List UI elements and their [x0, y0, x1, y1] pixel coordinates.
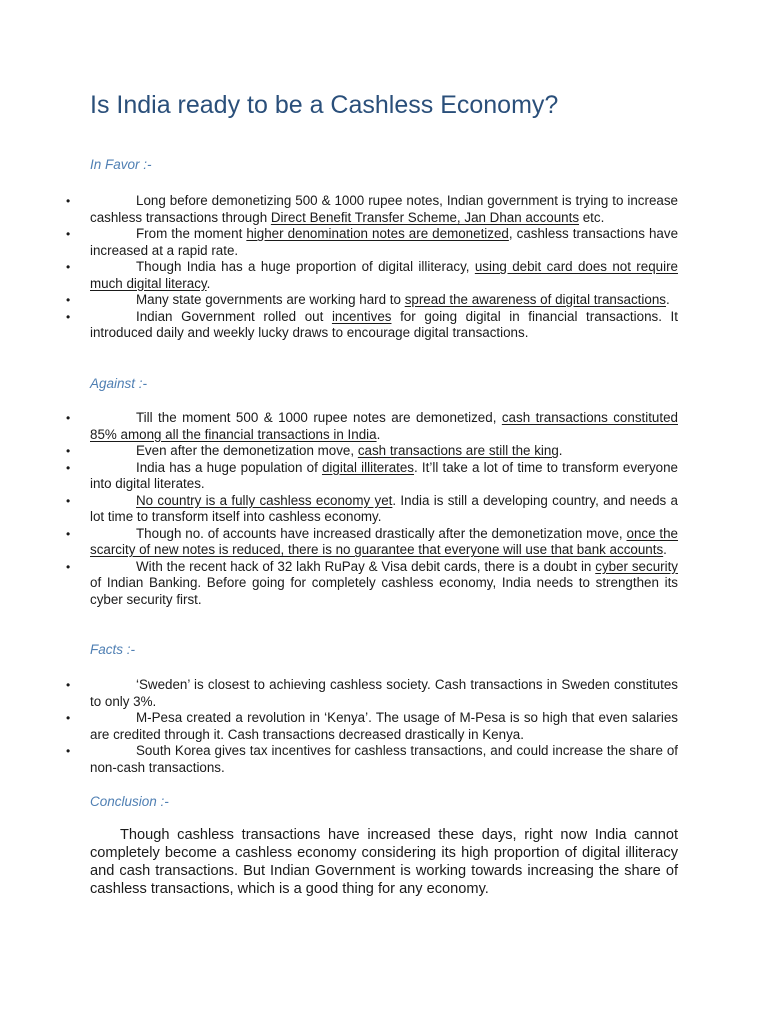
list-item [66, 308, 678, 342]
list-item [66, 193, 678, 226]
list-item [66, 443, 678, 460]
list-item-link[interactable]: cyber security [595, 558, 678, 574]
list-item-link[interactable]: No country is a fully cashless economy yet [136, 492, 393, 508]
bullet-dot-icon: • [66, 227, 71, 241]
list-item-text: With the recent hack of 32 lakh RuPay & Visa debit cards, there is a doubt in [136, 558, 596, 574]
list-item-text: . [206, 275, 211, 291]
list-item-text: . It’ll take a lot of time to transform everyone into digital literates. [90, 459, 678, 491]
list-item [66, 710, 678, 743]
bullet-dot-icon: • [66, 260, 71, 274]
bullet-dot-icon: • [66, 309, 71, 324]
bullet-dot-icon: • [66, 711, 71, 725]
section-heading-conclusion: Conclusion :- [90, 794, 169, 809]
list-item [66, 292, 678, 309]
bullet-dot-icon: • [66, 411, 71, 425]
against-list [66, 410, 679, 608]
bullet-dot-icon: • [66, 444, 71, 458]
bullet-dot-icon: • [66, 460, 71, 475]
list-item-link[interactable]: cash transactions are still the king [357, 443, 559, 458]
bullet-dot-icon: • [66, 194, 71, 208]
list-item [66, 259, 678, 292]
list-item-link[interactable]: cash transactions constituted 85% among all the financial transactions in India [90, 410, 678, 442]
list-item-text: etc. [579, 209, 605, 225]
list-item-text: of Indian Banking. Before going for completely cashless economy, India needs to strengthen its cyber security first. [90, 575, 678, 607]
list-item-text: for going digital in financial transactions. It introduced daily and weekly lucky draws to encourage digital transactions. [90, 308, 678, 340]
conclusion-paragraph: Though cashless transactions have increased these days, right now India cannot completely become a cashless economy considering its high proportion of digital illiteracy and cash transactions. But Indian Government is working towards increasing the share of cashless transactions, which is a good thing for any economy. [90, 827, 678, 897]
in-favor-list [66, 193, 679, 342]
section-heading-against: Against :- [90, 376, 148, 391]
list-item-text: . [558, 443, 563, 458]
list-item-text: Long before demonetizing 500 & 1000 rupee notes, Indian government is trying to increase cashless transactions through [90, 193, 678, 225]
bullet-dot-icon: • [66, 744, 71, 758]
list-item-text: South Korea gives tax incentives for cashless transactions, and could increase the share of non-cash transactions. [90, 743, 678, 775]
list-item [66, 558, 678, 609]
facts-list [66, 677, 678, 776]
list-item-text: Indian Government rolled out [136, 308, 332, 324]
list-item-link[interactable]: Direct Benefit Transfer Scheme, Jan Dhan accounts [270, 209, 580, 225]
list-item-text: Though India has a huge proportion of digital illiteracy, [136, 259, 475, 274]
section-heading-facts: Facts :- [90, 642, 136, 657]
bullet-dot-icon: • [66, 559, 71, 574]
list-item-text: Till the moment 500 & 1000 rupee notes are demonetized, [136, 410, 502, 425]
list-item-text: , cashless transactions have increased at a rapid rate. [90, 226, 679, 258]
bullet-dot-icon: • [66, 493, 71, 508]
list-item-link[interactable]: digital illiterates [321, 459, 415, 475]
list-item-link[interactable]: incentives [331, 308, 392, 324]
list-item-text: Though no. of accounts have increased drastically after the demonetization move, [136, 525, 627, 541]
list-item-text: From the moment [136, 226, 247, 241]
list-item-text: . [376, 426, 381, 442]
list-item-text: . India is still a developing country, and needs a lot time to transform itself into cashless economy. [90, 492, 678, 524]
list-item [66, 459, 678, 493]
list-item-link[interactable]: using debit card does not require much digital literacy [90, 259, 678, 291]
list-item-text: India has a huge population of [136, 459, 322, 475]
list-item-text: ‘Sweden’ is closest to achieving cashless society. Cash transactions in Sweden constitutes to only 3%. [90, 677, 678, 709]
bullet-dot-icon: • [66, 526, 71, 541]
list-item [66, 410, 678, 443]
list-item-text: Many state governments are working hard to [136, 292, 405, 307]
section-heading-in-favor: In Favor :- [90, 157, 152, 172]
list-item-text: Even after the demonetization move, [136, 443, 358, 458]
list-item [66, 492, 678, 526]
list-item [66, 226, 679, 259]
page-title: Is India ready to be a Cashless Economy? [90, 91, 559, 119]
list-item-text: . [665, 292, 670, 307]
list-item [66, 743, 678, 776]
bullet-dot-icon: • [66, 678, 71, 692]
list-item-text: . [663, 542, 667, 557]
list-item [66, 677, 678, 710]
list-item-link[interactable]: higher denomination notes are demonetized [246, 226, 509, 241]
list-item-link[interactable]: once the scarcity of new notes is reduced, there is no guarantee that everyone will use that bank accounts [90, 525, 679, 557]
list-item [66, 525, 679, 559]
bullet-dot-icon: • [66, 293, 71, 307]
list-item-text: M-Pesa created a revolution in ‘Kenya’. The usage of M-Pesa is so high that even salaries are credited through it. Cash transactions decreased drastically in Kenya. [90, 710, 678, 742]
list-item-link[interactable]: spread the awareness of digital transactions [404, 292, 666, 307]
